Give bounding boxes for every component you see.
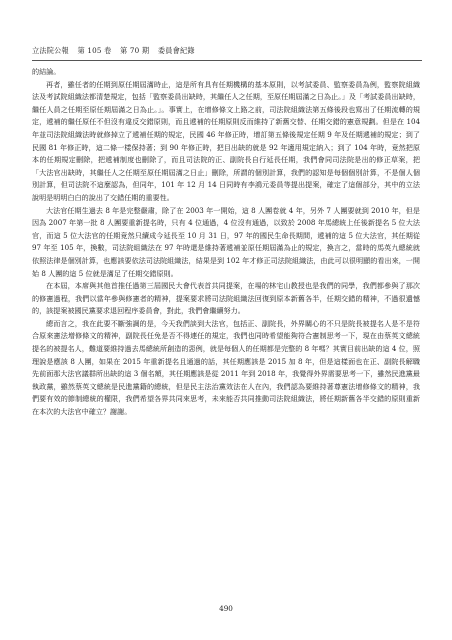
paragraph-1: 的結論。 <box>32 67 61 76</box>
paragraph-3: 大法官任期生過去 8 年是完整嚴肅，除了在 2003 年一開始，這 8 人團卷就 4 年，另外 7 人團要就到 2010 年，但是因為 2007 年第一批 8 人團要重新提名時，只有 4 位通過，4 位沒有通過，以致於 2008 年馬總統上任後新提名 5 位大法官，而這 5 位大法官的任期竟然只續成今延長至 10 月 31 日，97 年的國民生命長期間，遞補的這 5 位大法官，其任期從 97 年至 105 年，換數，司法院組織法在 97 年時還是維持著遞補並原任期屆滿為止的規定，換言之，當時的馬英九總統就依照法律是個別計算，也應該要依法司法院組織法，結果是到 102 年才修正司法院組織法，由此可以很明顯的看出來，一開始 8 人團的這 5 位就是滿足了任期交錯原則。 <box>32 205 420 278</box>
header-rule <box>32 60 422 61</box>
section-title: 委員會紀錄 <box>157 46 195 55</box>
publication-title: 立法院公報 <box>32 46 69 55</box>
issue-number: 第 70 期 <box>120 46 150 55</box>
page-header <box>32 46 201 56</box>
paragraph-5: 總而言之，我在此要不斷強調的是，今天我們談到大法官，包括正、副院長，外界關心的不只是院長被提名人是不是符合原來憲法增修條文的精神，副院長任免是否不得連任的規定，我們也同時希望能夠符合憲制思考一下，現在由蔡英文總統提名的被提名人，難道要維持過去馬總統所創造的惡例，就是每個人的任期都是完整的 8 年嗎？其實目前出缺的這 4 位，照理說是應該 8 人團，如果在 2015 年重新提名且通過的話，其任期應該是 2015 加 8 年，但是這樣面也在正、副院長解職先前面那大法官議群所出缺的這 3 個名額，其任期應該是從 2011 年到 2018 年，我覺得外界需要思考一下，雖然民進黨最執政黨，雖然蔡英文總統是民進黨籍的總統，但是民主法治黨效法在人在內，我們認為要維持著尊憲法增修條文的精神，我們要有效的節制總統的權限，我們希望各界共同來思考，未來能否共同推動司法院組織法，將任期新舊各半交錯的原則重新在本次的大法官中確立？謝謝。 <box>32 318 420 417</box>
volume-number: 第 105 卷 <box>77 46 112 55</box>
document-body <box>32 66 420 419</box>
paragraph-4: 在本屆，本席與其他首推任過第三屆國民大會代表首共同提案，在場的林宅山教授也是我們的同學，我們都參與了那次的修憲過程，我們以當年參與修憲者的精神，提案要求將司法院組織法回復到原本新舊各半，任期交錯的精神，不過很遺憾的，該提案被國民黨要求退回程序委員會，對此，我們會繼續努力。 <box>32 281 420 316</box>
page-number: 490 <box>219 604 233 613</box>
paragraph-2: 再者，雖任者的任期到原任期屆滿時止，這是所有具有任期機構的基本原則，以考試委員、監察委員為例，監察院組織法及考試院組織法都清楚規定，包括「監察委員出缺時，其繼任人之任期，至原任期屆滿之日為止。」及「考試委員出缺時，繼任人員之任期至原任期屆滿之日為止。」。事實上，在增修條文上路之前，司法院組織法第五條後段也寫出了任期流轉的規定，遞補的繼任原任不但沒有違反交錯原則，而且遞補的任期原則反而維持了新舊交替、任期交錯的憲意規劃。但是在 104 年並司法院組織法時就修掉立了遞補任期的規定，民國 46 年修正時，增訂第五條後規定任期 9 年及任期遞補的規定；到了民國 81 年修正時，這二條一樣保持著；到 90 年修正時，把目出缺的就是 92 年適用規定納入；到了 104 年時，竟然把原本的任期規定刪除，把遞補制度也刪除了，而且司法院的正、副院長自行延長任期，我們會同司法院是出的修正草案，把「大法官出缺時，其繼任人之任期至原任期屆滿之日止」刪除，所謂的個別計算，我們的認知是每個個別計算，不是個人個別計算，但司法院不這麼認為，但同年，101 年 12 月 14 日同時有李鴻元委員等提出提案，確定了這個部分，其中的立法說明是明明白白的說出了交錯任期的重要性。 <box>32 79 420 202</box>
